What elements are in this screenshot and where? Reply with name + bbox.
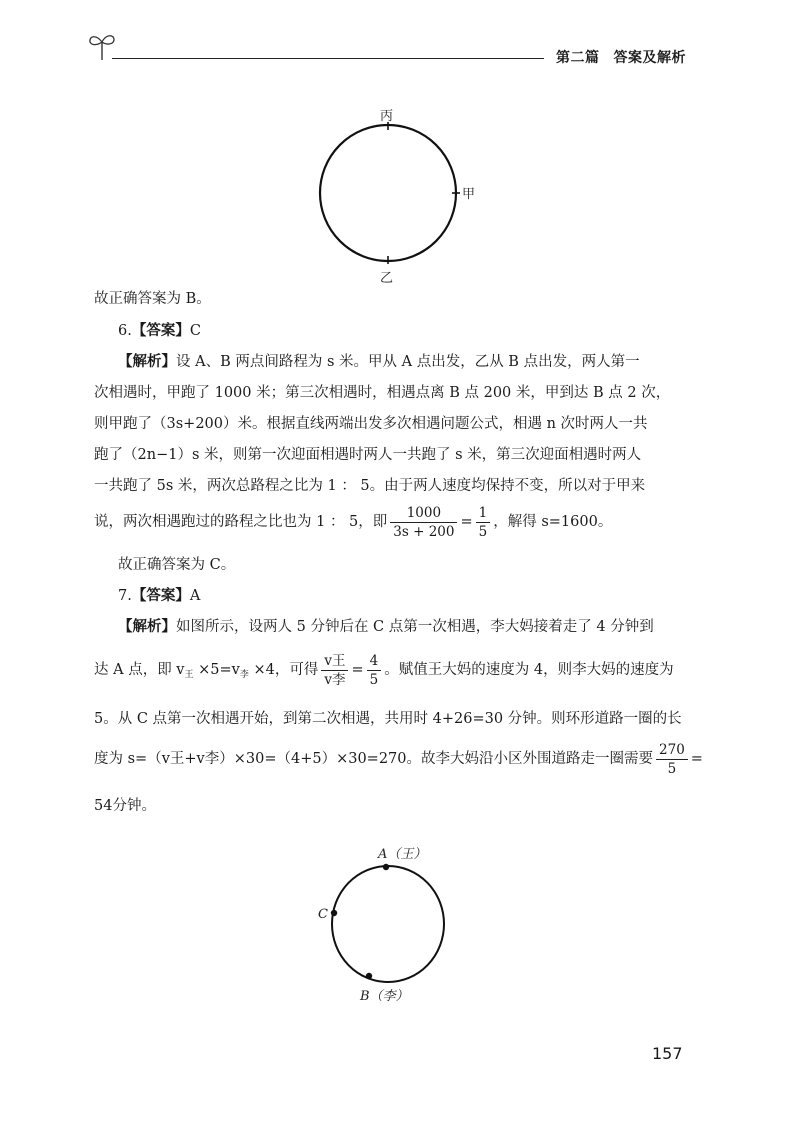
point-b bbox=[366, 973, 372, 979]
frac3-num: 4 bbox=[367, 652, 382, 671]
frac2-num: 1 bbox=[476, 504, 491, 523]
label-yi: 乙 bbox=[380, 271, 394, 286]
q6-answer-value: C bbox=[189, 323, 201, 339]
label-c: C bbox=[318, 907, 328, 922]
q6-l1: 设 A、B 两点间路程为 s 米。甲从 A 点出发，乙从 B 点出发，两人第一 bbox=[176, 354, 640, 370]
q6-number: 6. bbox=[118, 323, 132, 339]
q7-answer-value: A bbox=[189, 588, 201, 604]
ellipse-figure-2 bbox=[300, 840, 500, 1010]
track-ellipse-2 bbox=[332, 866, 444, 982]
fraction-1-5 bbox=[476, 504, 491, 541]
q6-analysis-tag: 【解析】 bbox=[118, 354, 176, 370]
q7-l2-mid1: ×5=v bbox=[193, 662, 240, 678]
page-number: 157 bbox=[652, 1044, 683, 1063]
q6-analysis-line-3: 则甲跑了（3s+200）米。根据直线两端出发多次相遇问题公式，相遇 n 次时两人一共 bbox=[94, 416, 648, 432]
frac4-den: 5 bbox=[667, 760, 677, 777]
q7-l4-pre: 度为 s=（v王+v李）×30=（4+5）×30=270。故李大妈沿小区外围道路走一圈需要 bbox=[94, 751, 654, 767]
frac2-den: 5 bbox=[478, 523, 488, 540]
conclusion-6: 故正确答案为 C。 bbox=[118, 557, 236, 573]
q7-analysis-line-5: 54分钟。 bbox=[94, 798, 156, 814]
label-a-wang: A（王） bbox=[378, 847, 427, 862]
q6-analysis-line-5: 一共跑了 5s 米，两次总路程之比为 1 ： 5。由于两人速度均保持不变，所以对于甲来 bbox=[94, 478, 646, 494]
q7-l2-pre: 达 A 点，即 v bbox=[94, 662, 185, 678]
q7-answer bbox=[118, 586, 200, 606]
label-jia: 甲 bbox=[462, 187, 476, 202]
q6-l6-post: ，解得 s=1600。 bbox=[493, 514, 613, 530]
q7-analysis-line-3: 5。从 C 点第一次相遇开始，到第二次相遇，共用时 4+26=30 分钟。则环形道路一圈的长 bbox=[94, 711, 682, 727]
q6-analysis-line-1 bbox=[118, 352, 640, 372]
q6-analysis-line-6 bbox=[94, 500, 612, 544]
frac1-num: 1000 bbox=[390, 504, 457, 523]
point-c bbox=[331, 910, 337, 916]
q7-number: 7. bbox=[118, 588, 132, 604]
circle-figure-1 bbox=[300, 100, 500, 290]
fracv-num: v王 bbox=[321, 652, 348, 671]
frac3-den: 5 bbox=[369, 671, 379, 688]
header-rule bbox=[112, 58, 544, 59]
point-a bbox=[383, 864, 389, 870]
q6-eq: = bbox=[460, 514, 473, 530]
header-part: 第二篇 bbox=[556, 50, 600, 66]
header-title bbox=[556, 47, 686, 67]
q6-answer-tag: 【答案】 bbox=[131, 323, 190, 339]
q7-l2-mid2: ×4，可得 bbox=[248, 662, 319, 678]
conclusion-5: 故正确答案为 B。 bbox=[94, 291, 211, 307]
fraction-1000 bbox=[390, 504, 457, 541]
q6-answer bbox=[118, 321, 201, 341]
fracv-den: v李 bbox=[324, 671, 346, 688]
frac4-num: 270 bbox=[656, 741, 688, 760]
track-circle-1 bbox=[320, 125, 456, 261]
fraction-v bbox=[321, 652, 348, 689]
q7-l4-post: = bbox=[690, 751, 703, 767]
q7-analysis-line-2 bbox=[94, 648, 674, 697]
q7-answer-tag: 【答案】 bbox=[131, 588, 190, 604]
label-b-li: B（李） bbox=[360, 989, 409, 1004]
label-bing: 丙 bbox=[380, 109, 394, 124]
fraction-4-5 bbox=[367, 652, 382, 689]
q7-analysis-tag: 【解析】 bbox=[118, 619, 176, 635]
frac1-den: 3s + 200 bbox=[393, 523, 455, 540]
q7-eq: = bbox=[351, 662, 364, 678]
q7-analysis-line-4 bbox=[94, 737, 703, 781]
q7-l2-post: 。赋值王大妈的速度为 4，则李大妈的速度为 bbox=[384, 662, 674, 678]
q7-analysis-line-1 bbox=[118, 617, 654, 637]
sub-wang: 王 bbox=[184, 670, 194, 680]
fraction-270-5 bbox=[656, 741, 688, 778]
q6-l6-pre: 说，两次相遇跑过的路程之比也为 1 ： 5，即 bbox=[94, 514, 388, 530]
q7-l1: 如图所示，设两人 5 分钟后在 C 点第一次相遇，李大妈接着走了 4 分钟到 bbox=[176, 619, 654, 635]
sub-li: 李 bbox=[239, 670, 249, 680]
header-section: 答案及解析 bbox=[613, 50, 686, 66]
q6-analysis-line-2: 次相遇时，甲跑了 1000 米；第三次相遇时，相遇点离 B 点 200 米，甲到达 B 点 2 次， bbox=[94, 385, 671, 401]
q6-analysis-line-4: 跑了（2n−1）s 米，则第一次迎面相遇时两人一共跑了 s 米，第三次迎面相遇时两人 bbox=[94, 447, 642, 463]
